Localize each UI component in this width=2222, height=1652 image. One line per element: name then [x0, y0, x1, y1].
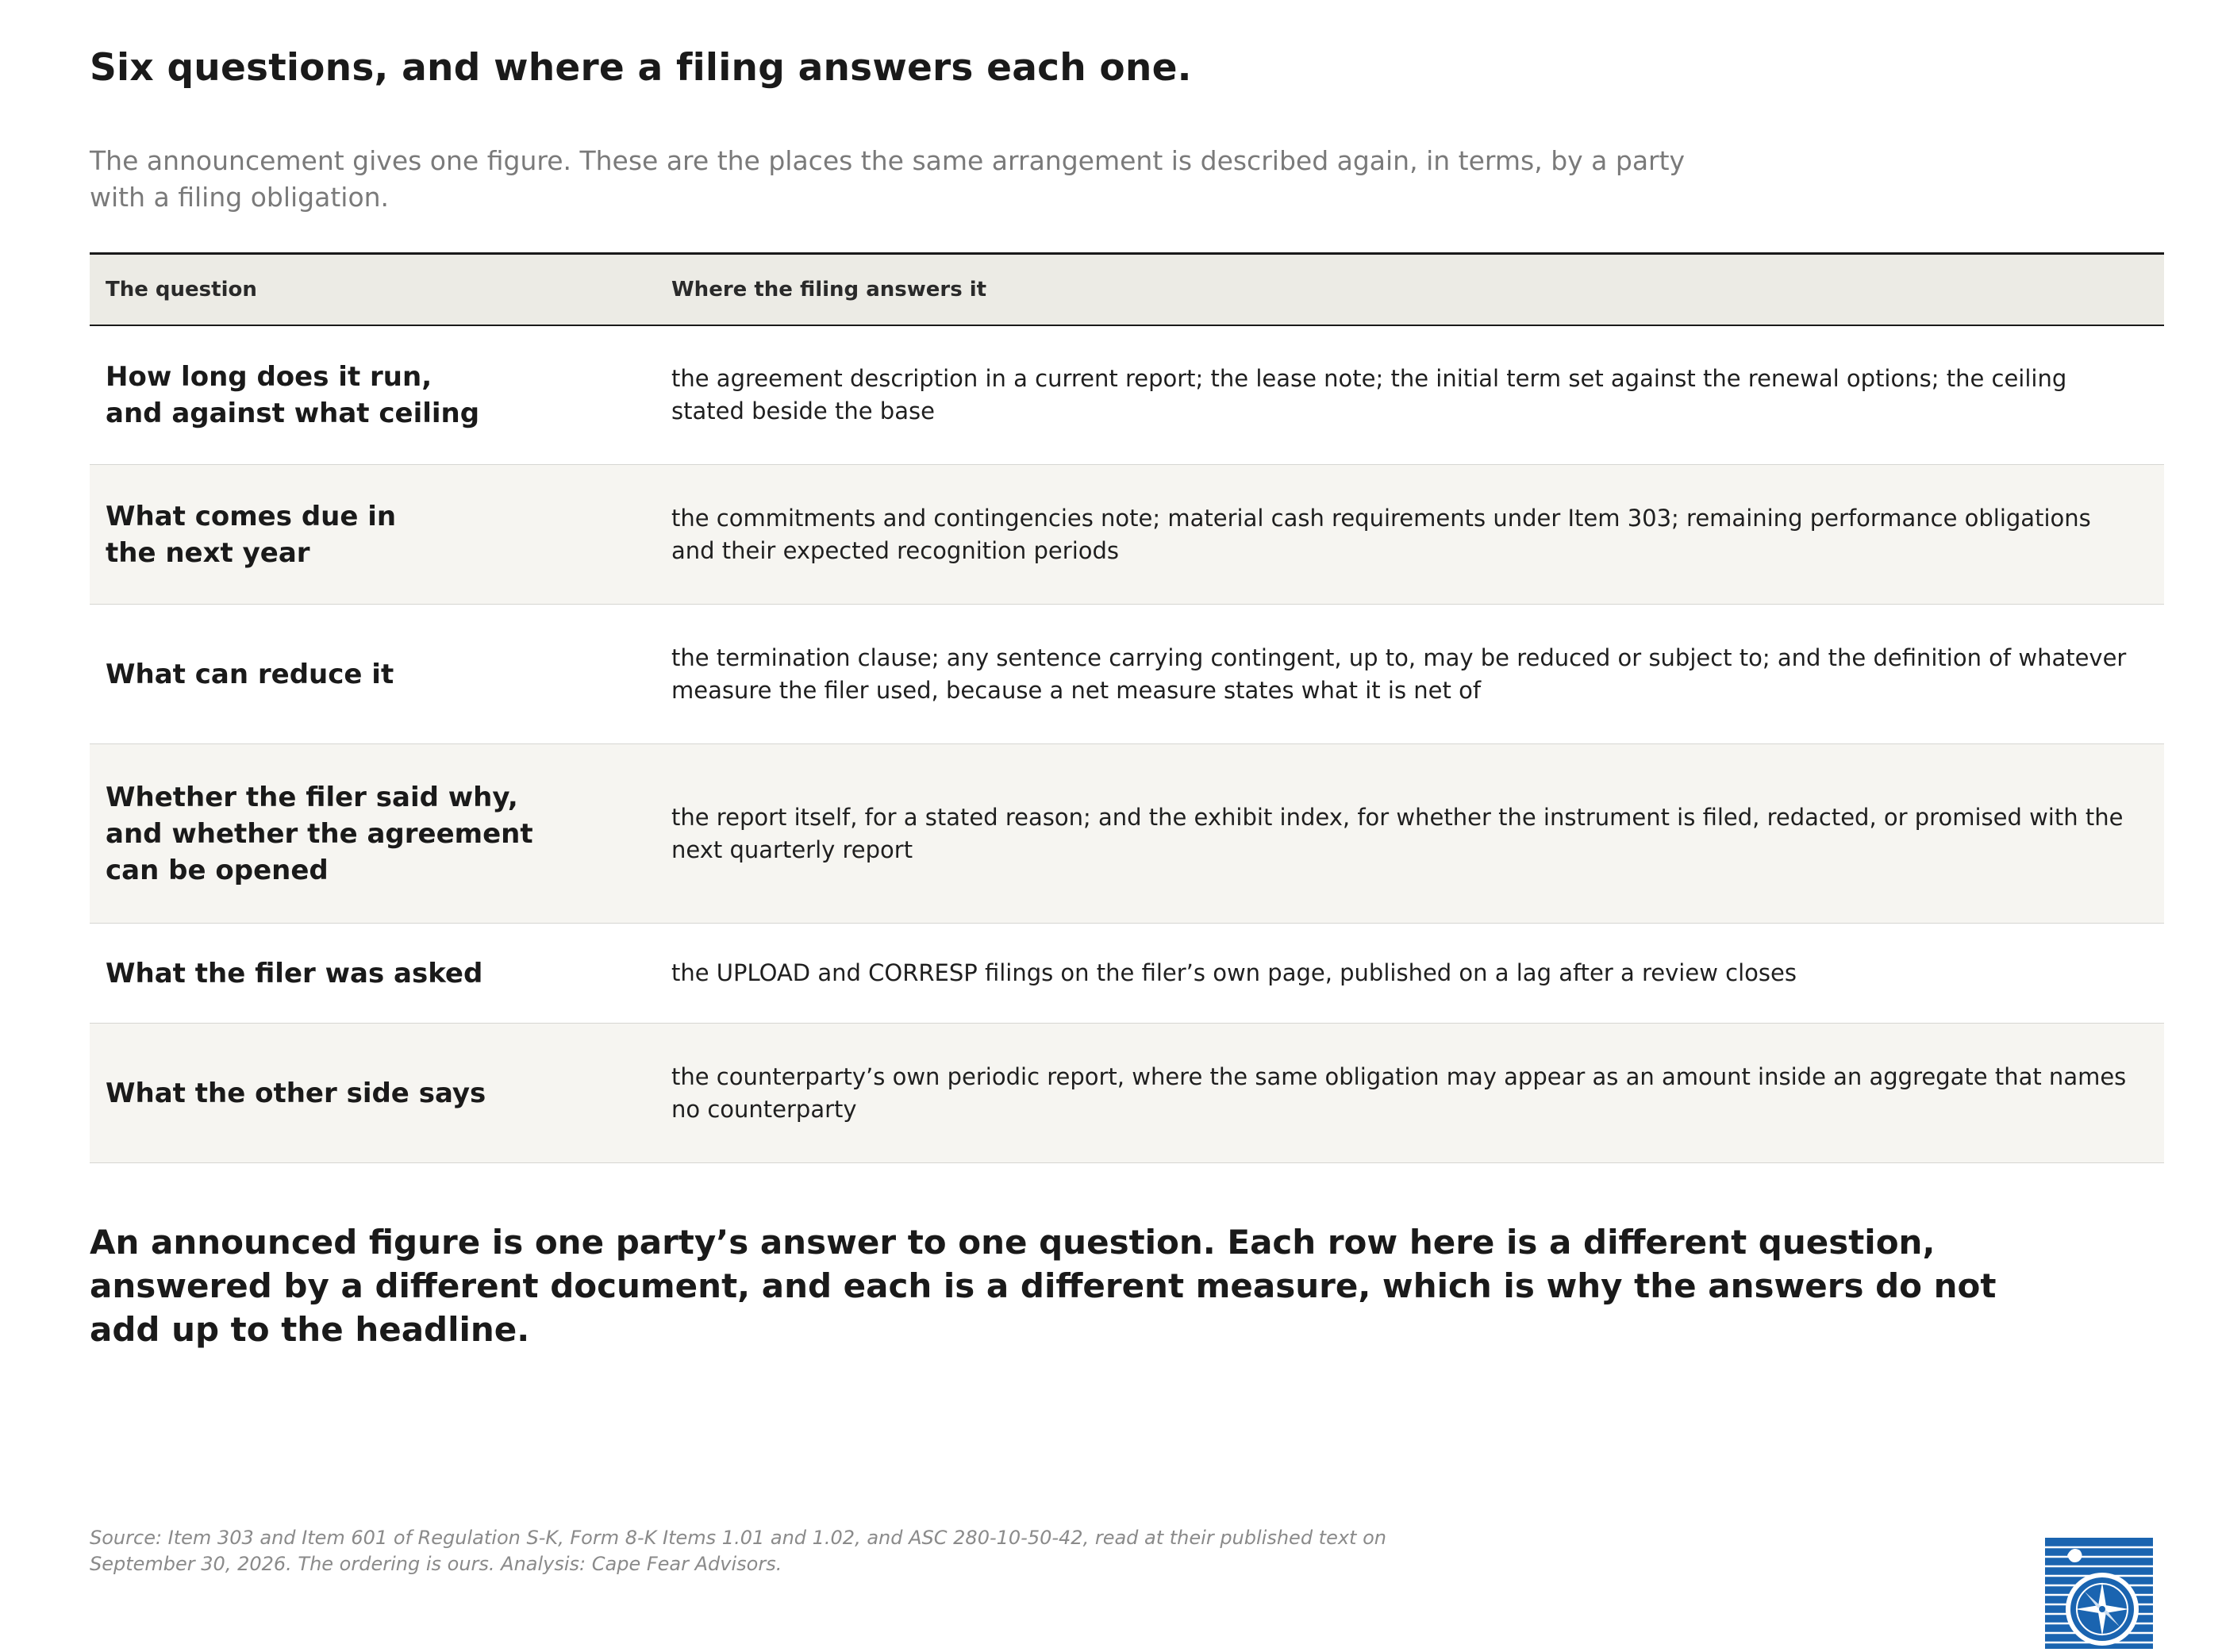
table-header	[90, 255, 2164, 326]
row-question: What comes due in the next year	[106, 500, 397, 569]
compass-rose-logo-icon	[2045, 1538, 2153, 1649]
page-subtitle: The announcement gives one figure. These are the places the same arrangement is described again, in terms, by a party with a filing obligation.	[90, 145, 1686, 213]
table-row	[90, 465, 2164, 605]
page-title: Six questions, and where a filing answers each one.	[90, 46, 1192, 90]
row-answer: the agreement description in a current report; the lease note; the initial term set against the renewal options; the ceiling stated beside the base	[671, 365, 2067, 425]
row-answer: the commitments and contingencies note; material cash requirements under Item 303; remaining performance obligations and their expected recognition periods	[671, 504, 2091, 564]
column-header-question: The question	[106, 278, 257, 302]
row-answer: the UPLOAD and CORRESP filings on the filer’s own page, published on a lag after a review closes	[671, 959, 1797, 986]
source-note: Source: Item 303 and Item 601 of Regulation S-K, Form 8-K Items 1.01 and 1.02, and ASC 280-10-50-42, read at their published text on September 30, 2026. The ordering is ours. Analysis: Cape Fear Advisors.	[90, 1527, 1386, 1575]
questions-table	[90, 252, 2164, 1163]
row-question: How long does it run, and against what ceiling	[106, 361, 480, 429]
table-row	[90, 1024, 2164, 1163]
row-question: Whether the filer said why, and whether the agreement can be opened	[106, 781, 533, 886]
table-row	[90, 326, 2164, 465]
table-row	[90, 605, 2164, 744]
table-row	[90, 924, 2164, 1024]
row-answer: the counterparty’s own periodic report, where the same obligation may appear as an amount inside an aggregate that names no counterparty	[671, 1062, 2127, 1123]
row-question: What the filer was asked	[106, 957, 483, 989]
row-question: What can reduce it	[106, 658, 394, 690]
row-answer: the report itself, for a stated reason; and the exhibit index, for whether the instrument is filed, redacted, or promised with the next quarterly report	[671, 803, 2124, 863]
column-header-answer: Where the filing answers it	[671, 278, 987, 302]
table-row	[90, 744, 2164, 924]
row-question: What the other side says	[106, 1077, 486, 1109]
row-answer: the termination clause; any sentence carrying contingent, up to, may be reduced or subject to; and the definition of whatever measure the filer used, because a net measure states what it is net of	[671, 644, 2127, 704]
conclusion-text: An announced figure is one party’s answer to one question. Each row here is a different question, answered by a different document, and each is a different measure, which is why the answers do not add up to the headline.	[90, 1223, 1997, 1349]
